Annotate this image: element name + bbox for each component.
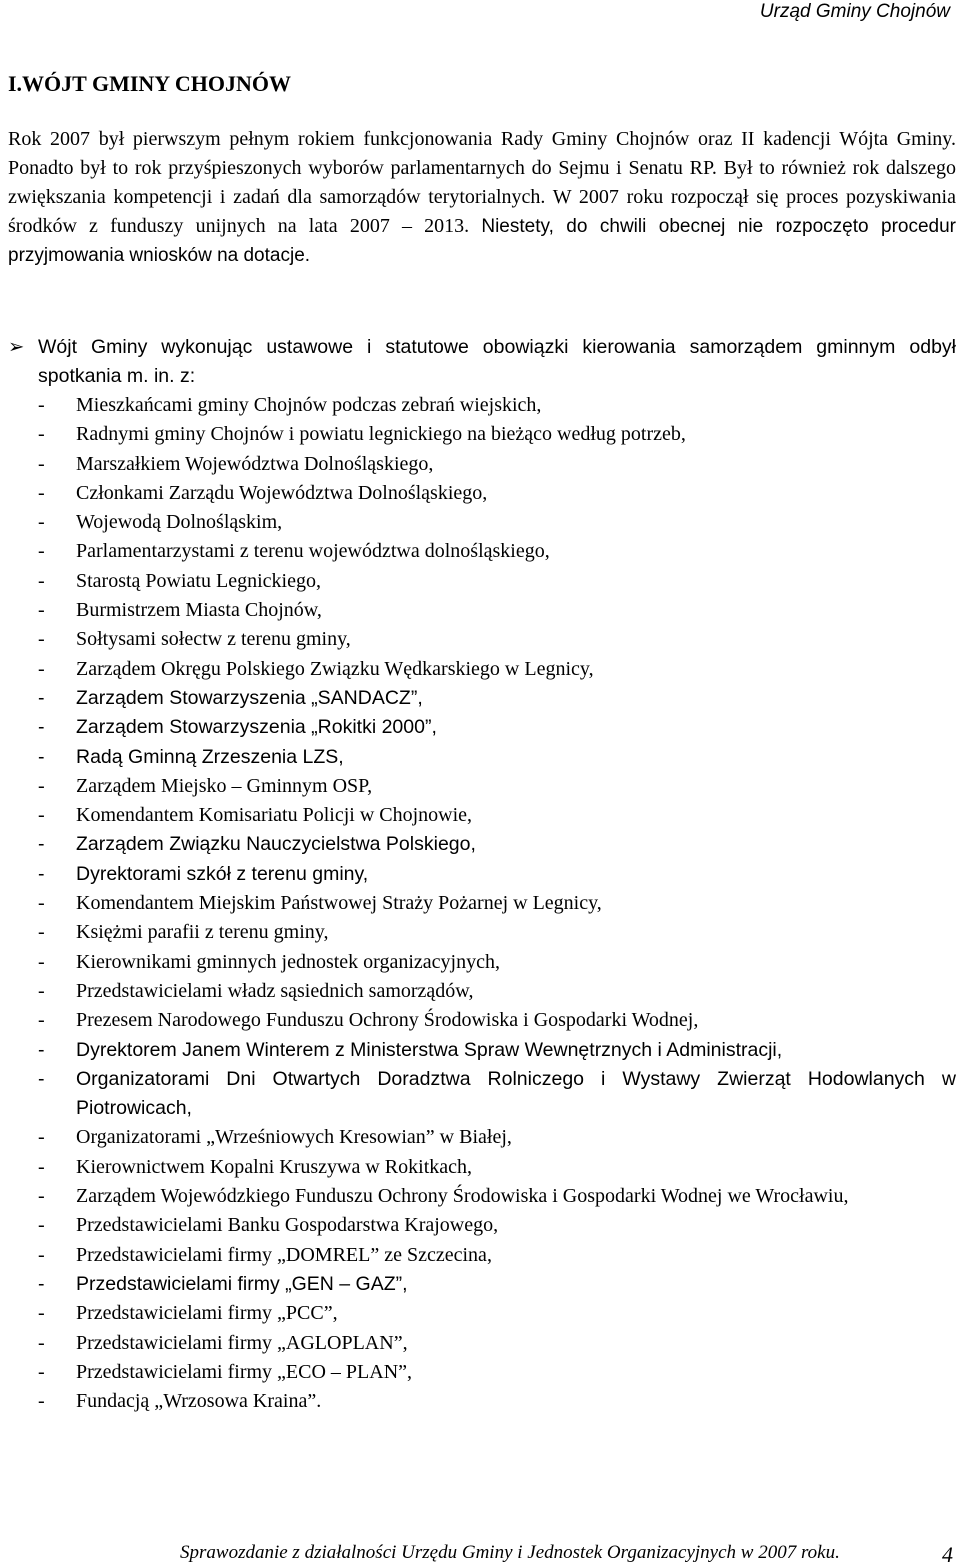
list-item-text: Parlamentarzystami z terenu województwa dolnośląskiego, [76,540,550,563]
list-item-text: Przedstawicielami Banku Gospodarstwa Krajowego, [76,1214,499,1237]
list-dash: - [38,540,45,563]
list-dash: - [38,1243,45,1266]
list-dash: - [38,452,45,475]
list-dash: - [38,628,45,651]
list-item-text: Przedstawicielami władz sąsiednich samorządów, [76,979,474,1002]
list-dash: - [38,862,45,885]
list-dash: - [38,892,45,915]
list-item-text: Prezesem Narodowego Funduszu Ochrony Środowiska i Gospodarki Wodnej, [76,1009,699,1032]
list-item-text: Członkami Zarządu Województwa Dolnośląskiego, [76,481,488,504]
list-item-text: Organizatorami „Wrześniowych Kresowian” w Białej, [76,1126,512,1149]
list-dash: - [38,774,45,797]
list-item [8,1270,956,1299]
intro-text-sans: Niestety, do chwili obecnej nie rozpoczęto procedur przyjmowania wniosków na dotacje. [8,216,956,266]
list-dash: - [38,657,45,680]
list-item [8,1153,956,1182]
list-dash: - [38,686,45,709]
bullet-paragraph [8,333,956,391]
list-item [8,420,956,449]
list-item-text: Przedstawicielami firmy „DOMREL” ze Szczecina, [76,1243,492,1266]
list-item-text: Radą Gminną Zrzeszenia LZS, [76,745,344,768]
bullet-text: Wójt Gminy wykonując ustawowe i statutowe obowiązki kierowania samorządem gminnym odbył spotkania m. in. z: [38,336,956,387]
list-item-text: Burmistrzem Miasta Chojnów, [76,599,322,622]
list-item-text: Dyrektorem Janem Winterem z Ministerstwa Spraw Wewnętrznych i Administracji, [76,1038,783,1061]
list-item-text: Zarządem Stowarzyszenia „SANDACZ”, [76,686,423,709]
list-item-text: Przedstawicielami firmy „PCC”, [76,1302,338,1325]
list-dash: - [38,1331,45,1354]
list-item [8,596,956,625]
list-item [8,772,956,801]
list-item-text: Przedstawicielami firmy „ECO – PLAN”, [76,1360,413,1383]
list-item [8,860,956,889]
list-dash: - [38,423,45,446]
list-item-text: Organizatorami Dni Otwartych Doradztwa Rolniczego i Wystawy Zwierząt Hodowlanych w Piotrowicach, [76,1067,956,1120]
list-dash: - [38,511,45,534]
list-item [8,948,956,977]
list-item [8,1299,956,1328]
list-item [8,889,956,918]
list-item [8,567,956,596]
list-item [8,1036,956,1065]
list-item-text: Radnymi gminy Chojnów i powiatu legnickiego na bieżąco według potrzeb, [76,423,686,446]
list-item [8,1211,956,1240]
list-dash: - [38,1360,45,1383]
list-item [8,479,956,508]
list-item-text: Zarządem Wojewódzkiego Funduszu Ochrony Środowiska i Gospodarki Wodnej we Wrocławiu, [76,1185,849,1208]
list-item-text: Przedstawicielami firmy „AGLOPLAN”, [76,1331,408,1354]
list-item-text: Fundacją „Wrzosowa Kraina”. [76,1390,322,1413]
list-item-text: Sołtysami sołectw z terenu gminy, [76,628,351,651]
list-dash: - [38,1067,45,1090]
list-dash: - [38,1302,45,1325]
list-item [8,1123,956,1152]
list-dash: - [38,1009,45,1032]
meetings-list [8,391,956,1416]
list-item-text: Wojewodą Dolnośląskim, [76,511,283,534]
list-dash: - [38,979,45,1002]
list-dash: - [38,599,45,622]
list-dash: - [38,481,45,504]
list-item [8,830,956,859]
list-item [8,1329,956,1358]
list-item [8,1182,956,1211]
list-item [8,743,956,772]
list-item-text: Komendantem Komisariatu Policji w Chojnowie, [76,804,473,827]
page-footer [180,1541,953,1567]
list-item [8,508,956,537]
list-dash: - [38,804,45,827]
page-number: 4 [942,1542,953,1567]
list-item [8,655,956,684]
list-item [8,1241,956,1270]
list-dash: - [38,1185,45,1208]
intro-paragraph [8,125,956,270]
list-dash: - [38,1126,45,1149]
list-item-text: Księżmi parafii z terenu gminy, [76,921,329,944]
list-dash: - [38,394,45,416]
list-item [8,801,956,830]
list-item [8,450,956,479]
list-item [8,977,956,1006]
list-item [8,625,956,654]
list-item-text: Dyrektorami szkół z terenu gminy, [76,862,369,885]
list-item-text: Marszałkiem Województwa Dolnośląskiego, [76,452,434,475]
arrow-bullet-icon: ➢ [8,336,25,358]
list-item-text: Zarządem Okręgu Polskiego Związku Wędkarskiego w Legnicy, [76,657,594,680]
list-dash: - [38,745,45,768]
section-title: I.WÓJT GMINY CHOJNÓW [8,71,291,96]
list-dash: - [38,716,45,739]
list-dash: - [38,569,45,592]
list-item-text: Zarządem Związku Nauczycielstwa Polskiego, [76,833,476,856]
list-dash: - [38,1272,45,1295]
list-dash: - [38,921,45,944]
list-dash: - [38,1155,45,1178]
list-item [8,684,956,713]
list-item [8,918,956,947]
list-item [8,1065,956,1124]
list-item-text: Mieszkańcami gminy Chojnów podczas zebrań wiejskich, [76,394,542,416]
list-item-text: Kierownictwem Kopalni Kruszywa w Rokitkach, [76,1155,473,1178]
footer-text: Sprawozdanie z działalności Urzędu Gminy i Jednostek Organizacyjnych w 2007 roku. [180,1542,840,1563]
list-item-text: Starostą Powiatu Legnickiego, [76,569,321,592]
list-item-text: Zarządem Miejsko – Gminnym OSP, [76,774,373,797]
list-item [8,1006,956,1035]
list-item [8,1387,956,1416]
list-item [8,1358,956,1387]
page-header: Urząd Gminy Chojnów [759,1,950,22]
list-item-text: Kierownikami gminnych jednostek organizacyjnych, [76,950,500,973]
list-item [8,537,956,566]
intro-text-serif: Rok 2007 był pierwszym pełnym rokiem funkcjonowania Rady Gminy Chojnów oraz II kadencji Wójta Gminy. Ponadto był to rok przyśpieszonych wyborów parlamentarnych do Sejmu i Senatu RP. Był to również rok dalszego zwiększania kompetencji i zadań dla samorządów terytorialnych. W 2007 roku rozpoczął się proces pozyskiwania środków z funduszy unijnych na lata 2007 – 2013. [8,128,956,237]
list-dash: - [38,1038,45,1061]
list-dash: - [38,950,45,973]
list-dash: - [38,1214,45,1237]
list-item [8,713,956,742]
list-item [8,391,956,420]
list-item-text: Komendantem Miejskim Państwowej Straży Pożarnej w Legnicy, [76,892,602,915]
list-dash: - [38,1390,45,1413]
list-item-text: Przedstawicielami firmy „GEN – GAZ”, [76,1272,408,1295]
list-dash: - [38,833,45,856]
list-item-text: Zarządem Stowarzyszenia „Rokitki 2000”, [76,716,437,739]
